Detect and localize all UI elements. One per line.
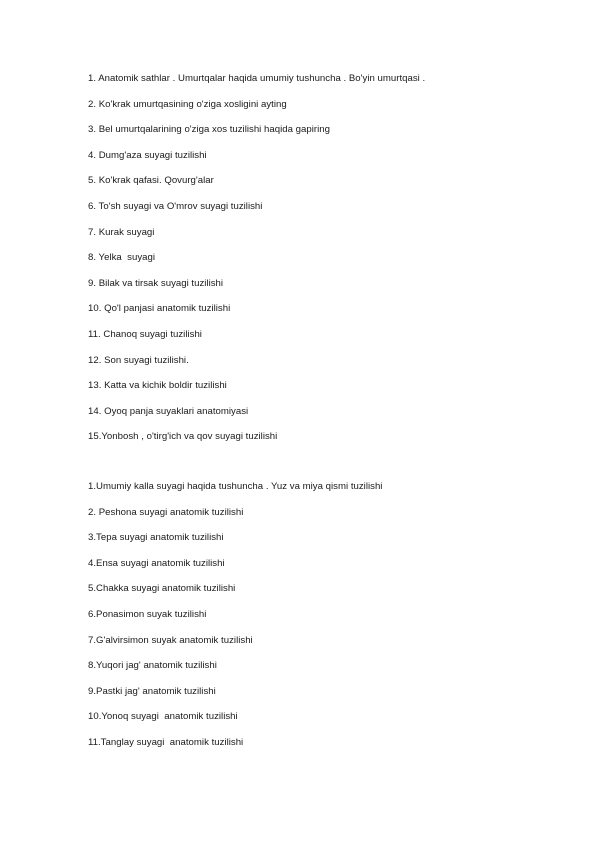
list-item: 5. Ko'krak qafasi. Qovurg'alar [88, 175, 214, 187]
list-item: 4. Dumg'aza suyagi tuzilishi [88, 149, 207, 161]
list-item: 7.G'alvirsimon suyak anatomik tuzilishi [88, 634, 253, 646]
list-item: 1.Umumiy kalla suyagi haqida tushuncha . Yuz va miya qismi tuzilishi [88, 481, 383, 492]
list-item: 14. Oyoq panja suyaklari anatomiyasi [88, 405, 249, 417]
list-item: 10. Qo'l panjasi anatomik tuzilishi [88, 303, 231, 315]
list-item: 11.Tanglay suyagi anatomik tuzilishi [88, 736, 244, 748]
list-item: 8.Yuqori jag' anatomik tuzilishi [88, 660, 217, 672]
question-list-1 [88, 73, 425, 457]
list-item: 6. To'sh suyagi va O'mrov suyagi tuzilishi [88, 200, 263, 212]
list-item: 2. Peshona suyagi anatomik tuzilishi [88, 506, 244, 518]
question-list-2 [88, 481, 382, 763]
list-item: 3. Bel umurtqalarining o'ziga xos tuzilishi haqida gapiring [88, 124, 330, 136]
list-item: 2. Ko'krak umurtqasining o'ziga xosligini ayting [88, 98, 287, 110]
list-item: 9.Pastki jag' anatomik tuzilishi [88, 685, 216, 697]
list-item: 8. Yelka suyagi [88, 252, 155, 264]
list-item: 13. Katta va kichik boldir tuzilishi [88, 380, 227, 392]
list-item: 5.Chakka suyagi anatomik tuzilishi [88, 583, 236, 595]
list-item: 9. Bilak va tirsak suyagi tuzilishi [88, 277, 224, 289]
list-item: 6.Ponasimon suyak tuzilishi [88, 608, 207, 620]
list-item: 3.Tepa suyagi anatomik tuzilishi [88, 532, 224, 544]
list-item: 15.Yonbosh , o'tirg'ich va qov suyagi tuzilishi [88, 431, 278, 443]
list-item: 7. Kurak suyagi [88, 226, 155, 238]
list-item: 4.Ensa suyagi anatomik tuzilishi [88, 557, 225, 569]
list-item: 10.Yonoq suyagi anatomik tuzilishi [88, 711, 238, 723]
list-item: 11. Chanoq suyagi tuzilishi [88, 328, 202, 340]
list-item: 12. Son suyagi tuzilishi. [88, 354, 189, 366]
list-item: 1. Anatomik sathlar . Umurtqalar haqida umumiy tushuncha . Bo'yin umurtqasi . [88, 73, 426, 84]
